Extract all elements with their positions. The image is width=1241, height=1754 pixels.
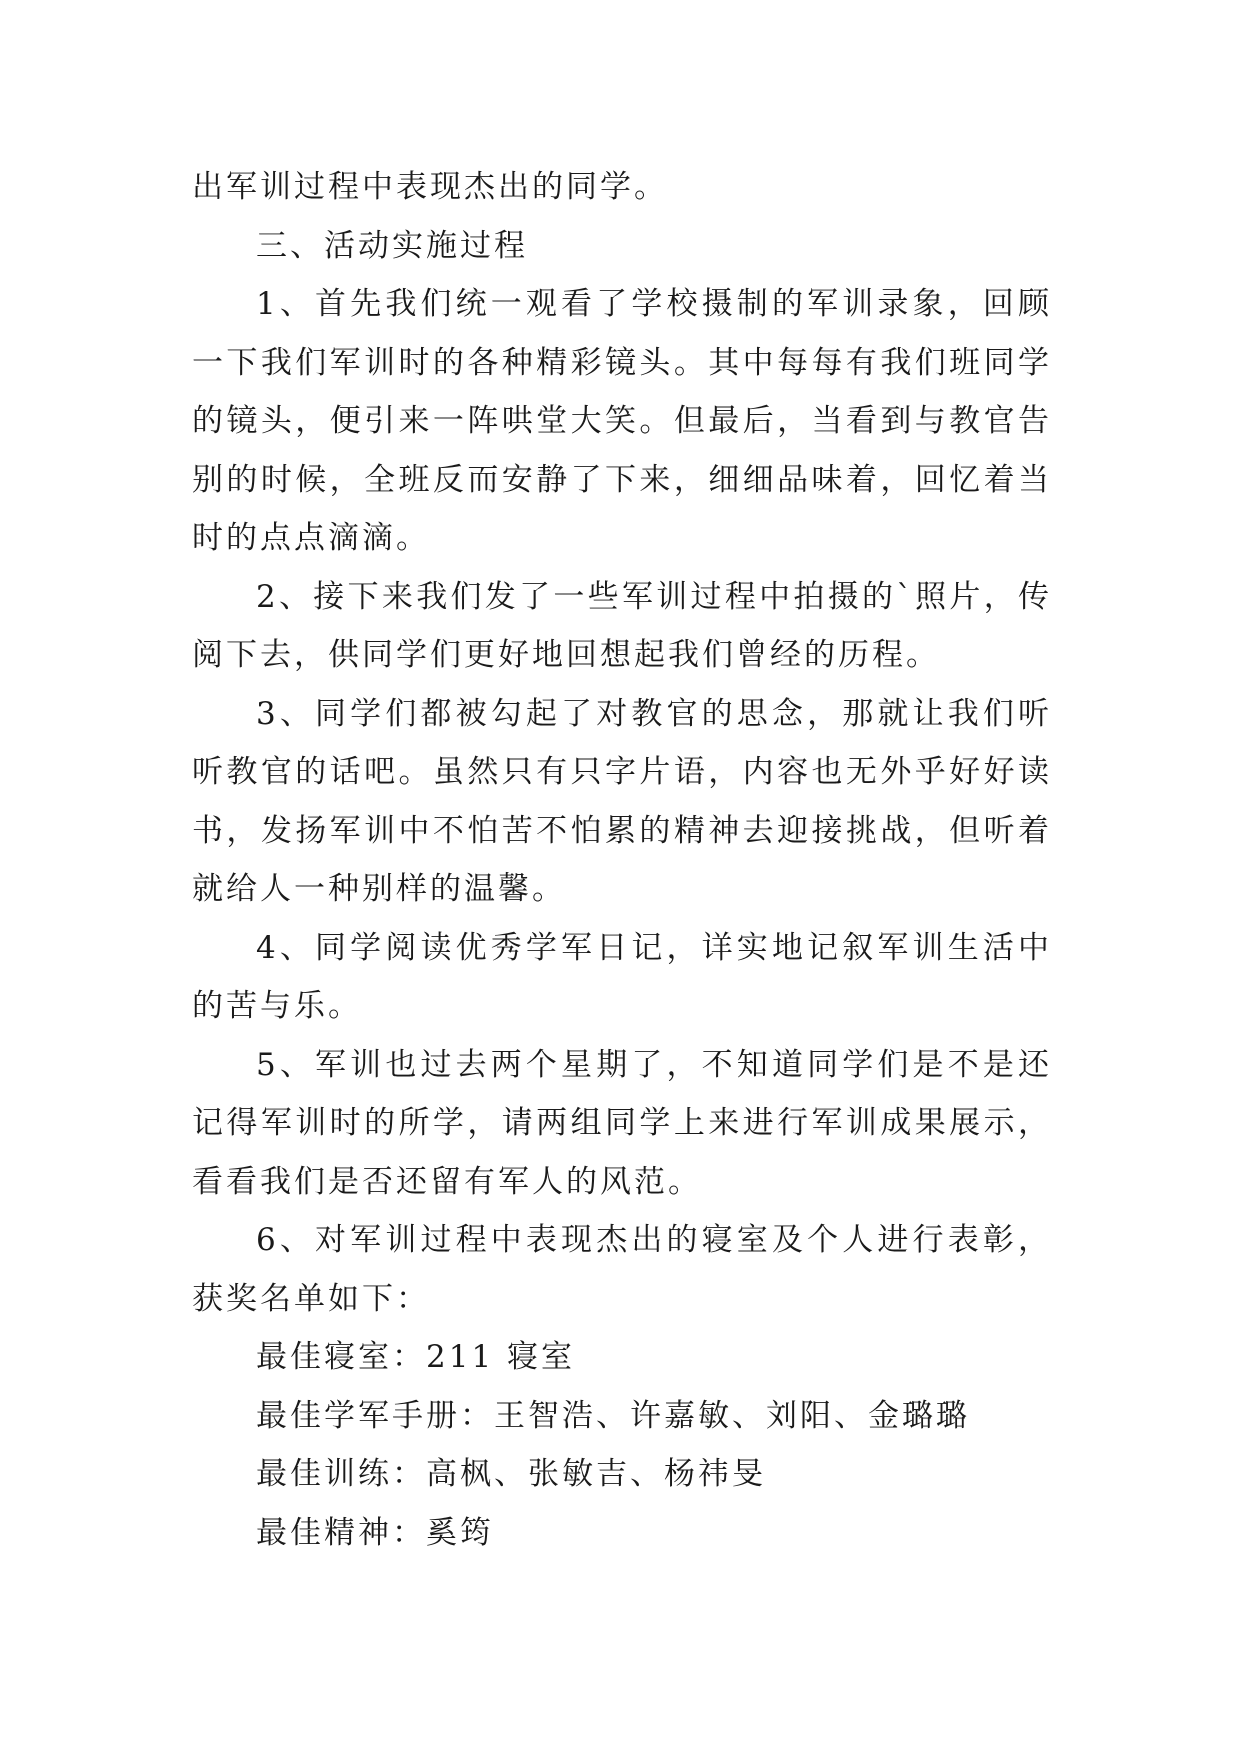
- paragraph-continuation: 出军训过程中表现杰出的同学。: [192, 169, 668, 205]
- paragraph-item-1: 1、首先我们统一观看了学校摄制的军训录象，回顾一下我们军训时的各种精彩镜头。其中每每有我们班同学的镜头，便引来一阵哄堂大笑。但最后，当看到与教官告别的时候，全班反而安静了下来，细细品味着，回忆着当时的点点滴滴。: [192, 286, 1052, 556]
- award-best-handbook: 最佳学军手册：王智浩、许嘉敏、刘阳、金璐璐: [256, 1397, 970, 1434]
- paragraph-item-3: 3、同学们都被勾起了对教官的思念，那就让我们听听教官的话吧。虽然只有只字片语，内容也无外乎好好读书，发扬军训中不怕苦不怕累的精神去迎接挑战，但听着就给人一种别样的温馨。: [192, 695, 1052, 907]
- paragraph-item-4: 4、同学阅读优秀学军日记，详实地记叙军训生活中的苦与乐。: [192, 929, 1052, 1024]
- paragraph-item-2: 2、接下来我们发了一些军训过程中拍摄的`照片，传阅下去，供同学们更好地回想起我们曾经的历程。: [192, 578, 1052, 673]
- award-best-dorm: 最佳寝室：211 寝室: [256, 1339, 576, 1375]
- document-body: [192, 158, 1052, 1562]
- award-best-spirit: 最佳精神：奚筠: [256, 1514, 494, 1551]
- paragraph-item-6: 6、对军训过程中表现杰出的寝室及个人进行表彰，获奖名单如下：: [192, 1222, 1052, 1317]
- award-best-training: 最佳训练：高枫、张敏吉、杨祎旻: [256, 1456, 766, 1492]
- section-heading: 三、活动实施过程: [256, 227, 528, 264]
- paragraph-item-5: 5、军训也过去两个星期了，不知道同学们是不是还记得军训时的所学，请两组同学上来进行军训成果展示，看看我们是否还留有军人的风范。: [192, 1046, 1052, 1200]
